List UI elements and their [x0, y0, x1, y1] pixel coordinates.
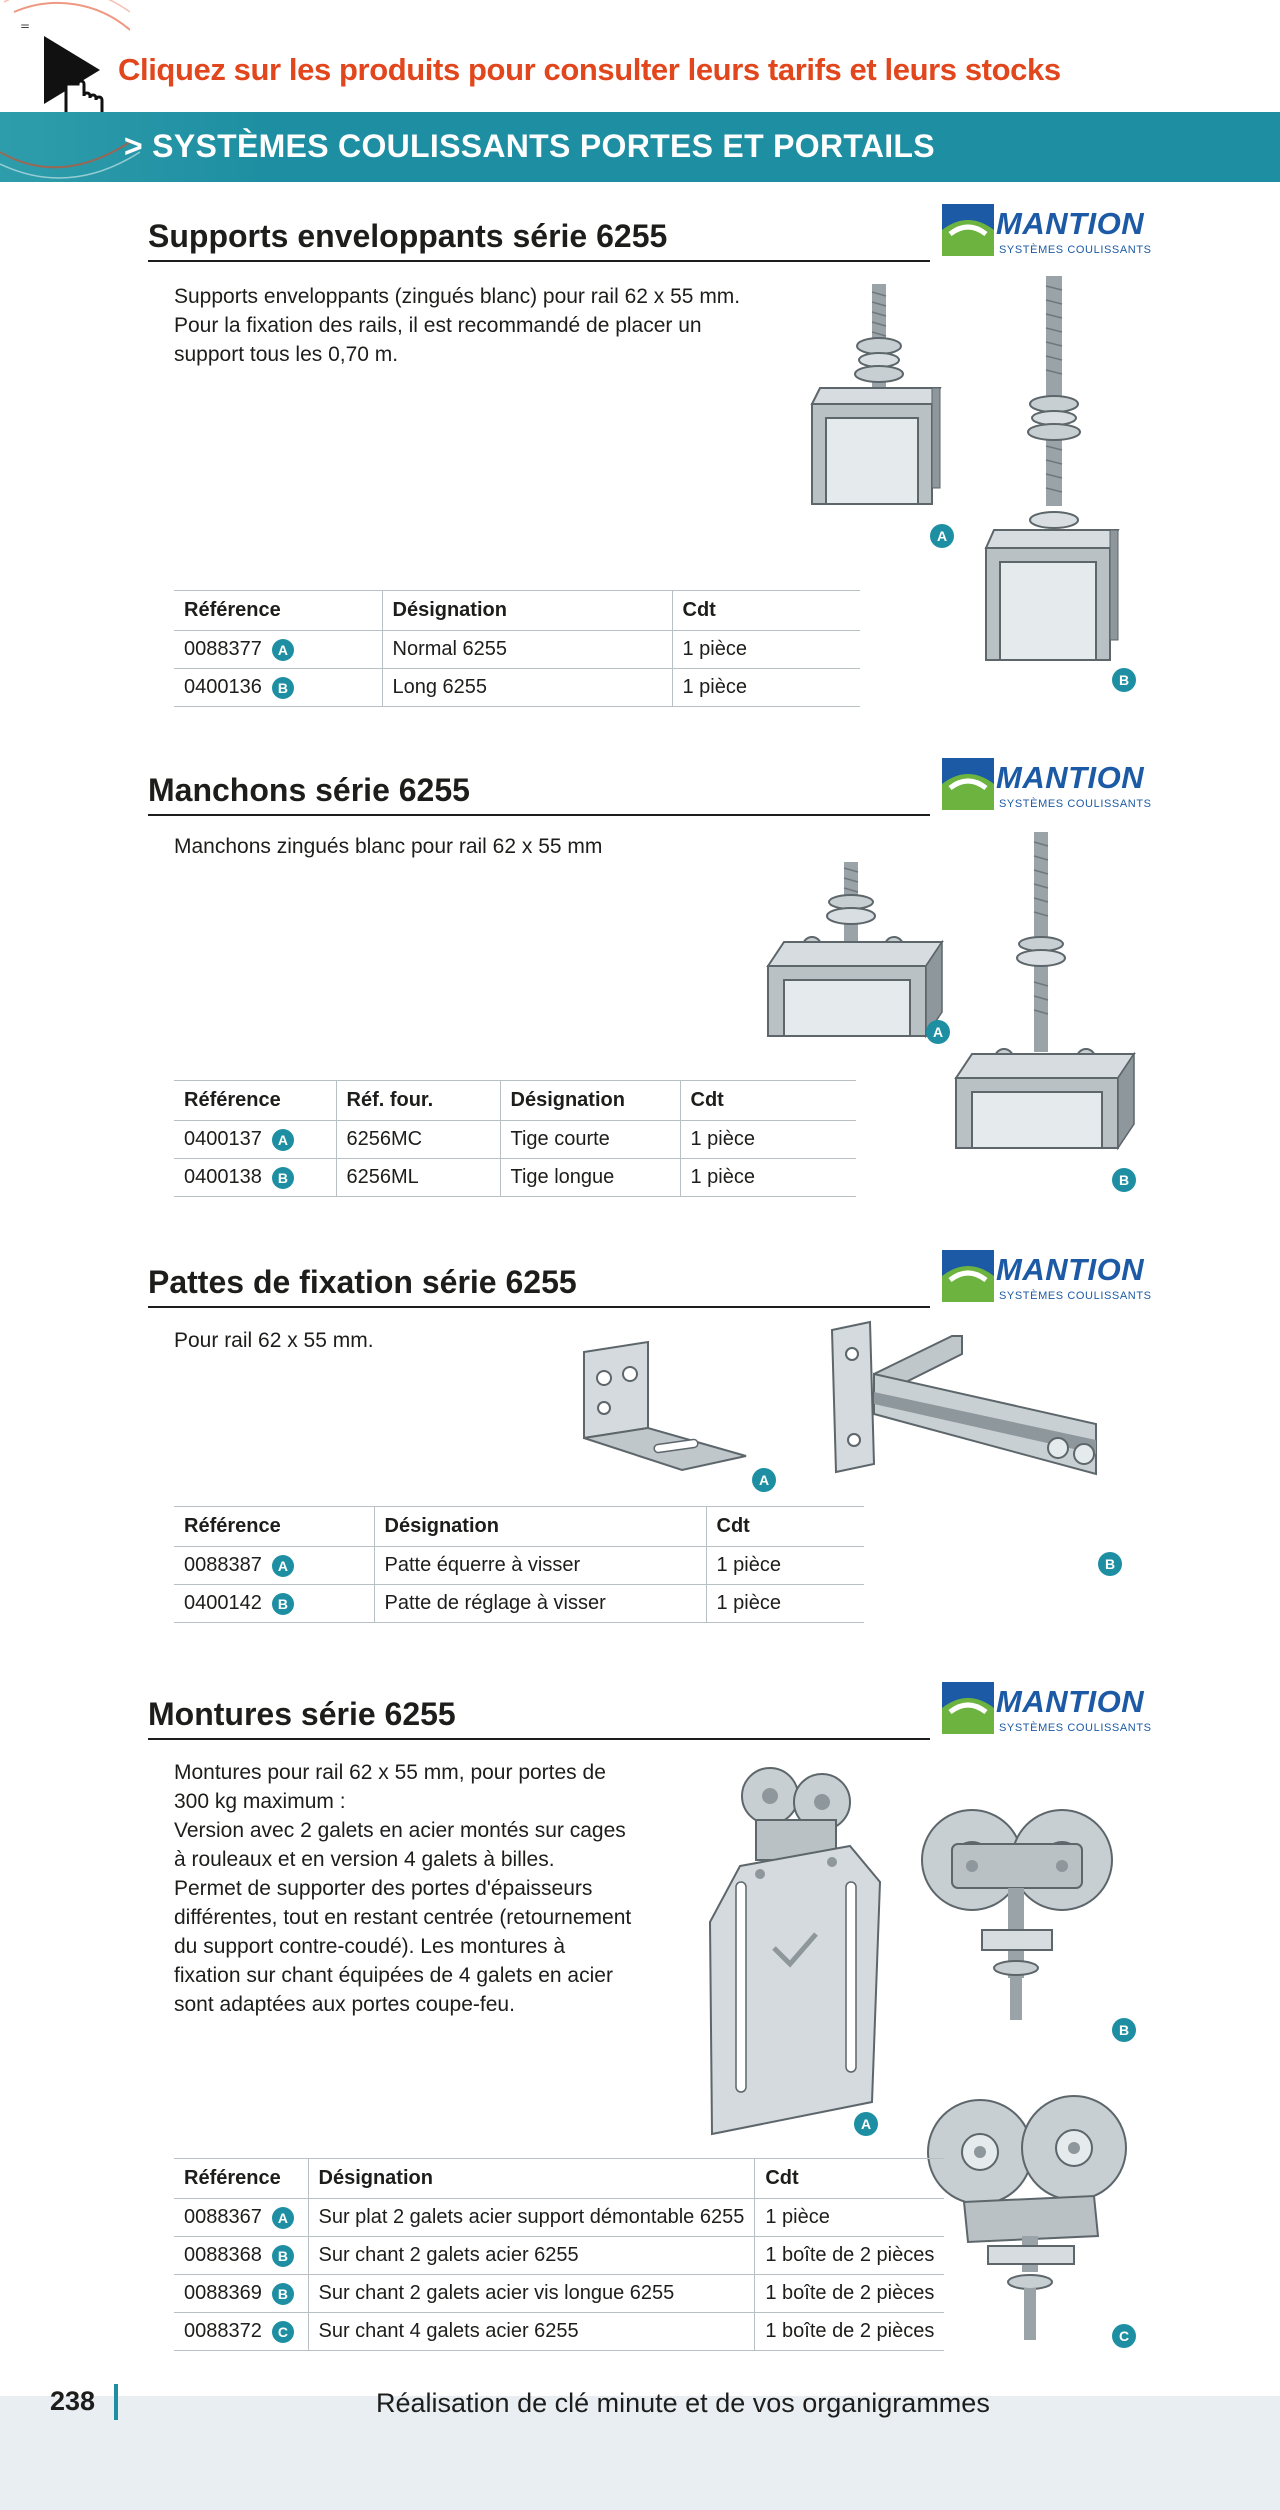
- cdt-cell: 1 boîte de 2 pièces: [755, 2275, 945, 2313]
- reference-value: 0400142: [184, 1592, 262, 1614]
- reference-table: [174, 590, 860, 707]
- table-row[interactable]: [174, 1121, 856, 1159]
- mantion-logo: MANTION SYSTÈMES COULISSANTS: [942, 204, 1142, 264]
- designation-cell: Patte équerre à visser: [374, 1547, 706, 1585]
- variant-badge: B: [272, 2245, 294, 2267]
- title-rule: [148, 814, 930, 816]
- promo-banner-text[interactable]: Cliquez sur les produits pour consulter leurs tarifs et leurs stocks: [118, 52, 1061, 87]
- page-number-divider: [114, 2384, 118, 2420]
- mantion-logo: MANTION SYSTÈMES COULISSANTS: [942, 758, 1142, 818]
- product-description: Montures pour rail 62 x 55 mm, pour portes de 300 kg maximum : Version avec 2 galets en acier montés sur cages à rouleaux et en version 4 galets à billes. Permet de supporter des portes d'épaisseurs différentes, tout en restant centrée (retournement du support contre-coudé). Les montures à fixation sur chant équipées de 4 galets en acier sont adaptées aux portes coupe-feu.: [174, 1761, 632, 2016]
- figure-badge-b: B: [1112, 1168, 1136, 1192]
- table-row[interactable]: [174, 1547, 864, 1585]
- product-title[interactable]: Manchons série 6255: [148, 772, 470, 808]
- monture-b-illustration[interactable]: [912, 1800, 1132, 2030]
- table-row[interactable]: [174, 1585, 864, 1623]
- footer-text: Réalisation de clé minute et de vos organigrammes: [376, 2388, 990, 2418]
- cdt-cell: 1 boîte de 2 pièces: [755, 2237, 945, 2275]
- swoosh-decoration: [0, 112, 140, 182]
- cdt-cell: 1 pièce: [755, 2199, 945, 2237]
- product-title[interactable]: Montures série 6255: [148, 1696, 456, 1732]
- designation-cell: Sur plat 2 galets acier support démontable 6255: [308, 2199, 755, 2237]
- table-row[interactable]: [174, 2313, 944, 2351]
- reference-table: [174, 1506, 864, 1623]
- product-description: Pour rail 62 x 55 mm.: [174, 1329, 374, 1352]
- figure-badge-b: B: [1098, 1552, 1122, 1576]
- variant-badge: B: [272, 1167, 294, 1189]
- svg-text:=: =: [20, 19, 31, 33]
- figure-badge-c: C: [1112, 2324, 1136, 2348]
- figure-badge-a: A: [752, 1468, 776, 1492]
- product-description: Supports enveloppants (zingués blanc) pour rail 62 x 55 mm. Pour la fixation des rails, il est recommandé de placer un support tous les 0,70 m.: [174, 285, 741, 366]
- manchon-b-illustration[interactable]: [944, 832, 1144, 1162]
- table-row[interactable]: [174, 631, 860, 669]
- reference-value: 0088372: [184, 2320, 262, 2342]
- product-description: Manchons zingués blanc pour rail 62 x 55 mm: [174, 835, 603, 858]
- variant-badge: B: [272, 677, 294, 699]
- variant-badge: A: [272, 1555, 294, 1577]
- designation-cell: Tige longue: [500, 1159, 680, 1197]
- reference-value: 0400136: [184, 676, 262, 698]
- reference-value: 0400138: [184, 1166, 262, 1188]
- supplier-ref-cell: 6256MC: [336, 1121, 500, 1159]
- mantion-logo: MANTION SYSTÈMES COULISSANTS: [942, 1682, 1142, 1742]
- variant-badge: C: [272, 2321, 294, 2343]
- variant-badge: A: [272, 1129, 294, 1151]
- table-row[interactable]: [174, 2237, 944, 2275]
- designation-cell: Long 6255: [382, 669, 672, 707]
- reference-table: [174, 2158, 944, 2351]
- variant-badge: B: [272, 2283, 294, 2305]
- designation-cell: Patte de réglage à visser: [374, 1585, 706, 1623]
- reference-value: 0088387: [184, 1554, 262, 1576]
- table-header-row: Référence Désignation Cdt: [174, 2159, 944, 2199]
- mantion-mark-icon: [942, 204, 994, 256]
- table-header-row: Référence Désignation Cdt: [174, 1507, 864, 1547]
- support-b-illustration[interactable]: [968, 276, 1138, 696]
- designation-cell: Normal 6255: [382, 631, 672, 669]
- cdt-cell: 1 pièce: [680, 1121, 856, 1159]
- reference-value: 0088368: [184, 2244, 262, 2266]
- manchon-a-illustration[interactable]: [756, 862, 956, 1042]
- title-rule: [148, 260, 930, 262]
- monture-a-illustration[interactable]: [700, 1762, 890, 2142]
- cdt-cell: 1 pièce: [672, 669, 860, 707]
- reference-value: 0088369: [184, 2282, 262, 2304]
- table-header-row: Référence Désignation Cdt: [174, 591, 860, 631]
- variant-badge: A: [272, 2207, 294, 2229]
- monture-c-illustration[interactable]: [924, 2086, 1138, 2346]
- section-title: > SYSTÈMES COULISSANTS PORTES ET PORTAILS: [124, 128, 935, 164]
- cdt-cell: 1 pièce: [706, 1585, 864, 1623]
- designation-cell: Sur chant 2 galets acier 6255: [308, 2237, 755, 2275]
- support-a-illustration[interactable]: [800, 284, 960, 524]
- variant-badge: B: [272, 1593, 294, 1615]
- mantion-mark-icon: [942, 758, 994, 810]
- patte-a-illustration[interactable]: [574, 1338, 754, 1478]
- designation-cell: Tige courte: [500, 1121, 680, 1159]
- product-title[interactable]: Supports enveloppants série 6255: [148, 218, 668, 254]
- reference-value: 0088367: [184, 2206, 262, 2228]
- product-title[interactable]: Pattes de fixation série 6255: [148, 1264, 577, 1300]
- patte-b-illustration[interactable]: [826, 1314, 1116, 1494]
- title-rule: [148, 1738, 930, 1740]
- figure-badge-a: A: [930, 524, 954, 548]
- cdt-cell: 1 pièce: [680, 1159, 856, 1197]
- figure-badge-b: B: [1112, 668, 1136, 692]
- reference-value: 0400137: [184, 1128, 262, 1150]
- cdt-cell: 1 boîte de 2 pièces: [755, 2313, 945, 2351]
- reference-table: [174, 1080, 856, 1197]
- mantion-logo: MANTION SYSTÈMES COULISSANTS: [942, 1250, 1142, 1310]
- table-row[interactable]: [174, 669, 860, 707]
- title-rule: [148, 1306, 930, 1308]
- figure-badge-b: B: [1112, 2018, 1136, 2042]
- designation-cell: Sur chant 4 galets acier 6255: [308, 2313, 755, 2351]
- variant-badge: A: [272, 639, 294, 661]
- cdt-cell: 1 pièce: [706, 1547, 864, 1585]
- table-row[interactable]: [174, 2199, 944, 2237]
- table-row[interactable]: [174, 2275, 944, 2313]
- table-header-row: Référence Réf. four. Désignation Cdt: [174, 1081, 856, 1121]
- table-row[interactable]: [174, 1159, 856, 1197]
- figure-badge-a: A: [854, 2112, 878, 2136]
- mantion-mark-icon: [942, 1250, 994, 1302]
- mantion-mark-icon: [942, 1682, 994, 1734]
- cdt-cell: 1 pièce: [672, 631, 860, 669]
- figure-badge-a: A: [926, 1020, 950, 1044]
- page-number: 238: [50, 2386, 96, 2416]
- supplier-ref-cell: 6256ML: [336, 1159, 500, 1197]
- reference-value: 0088377: [184, 638, 262, 660]
- designation-cell: Sur chant 2 galets acier vis longue 6255: [308, 2275, 755, 2313]
